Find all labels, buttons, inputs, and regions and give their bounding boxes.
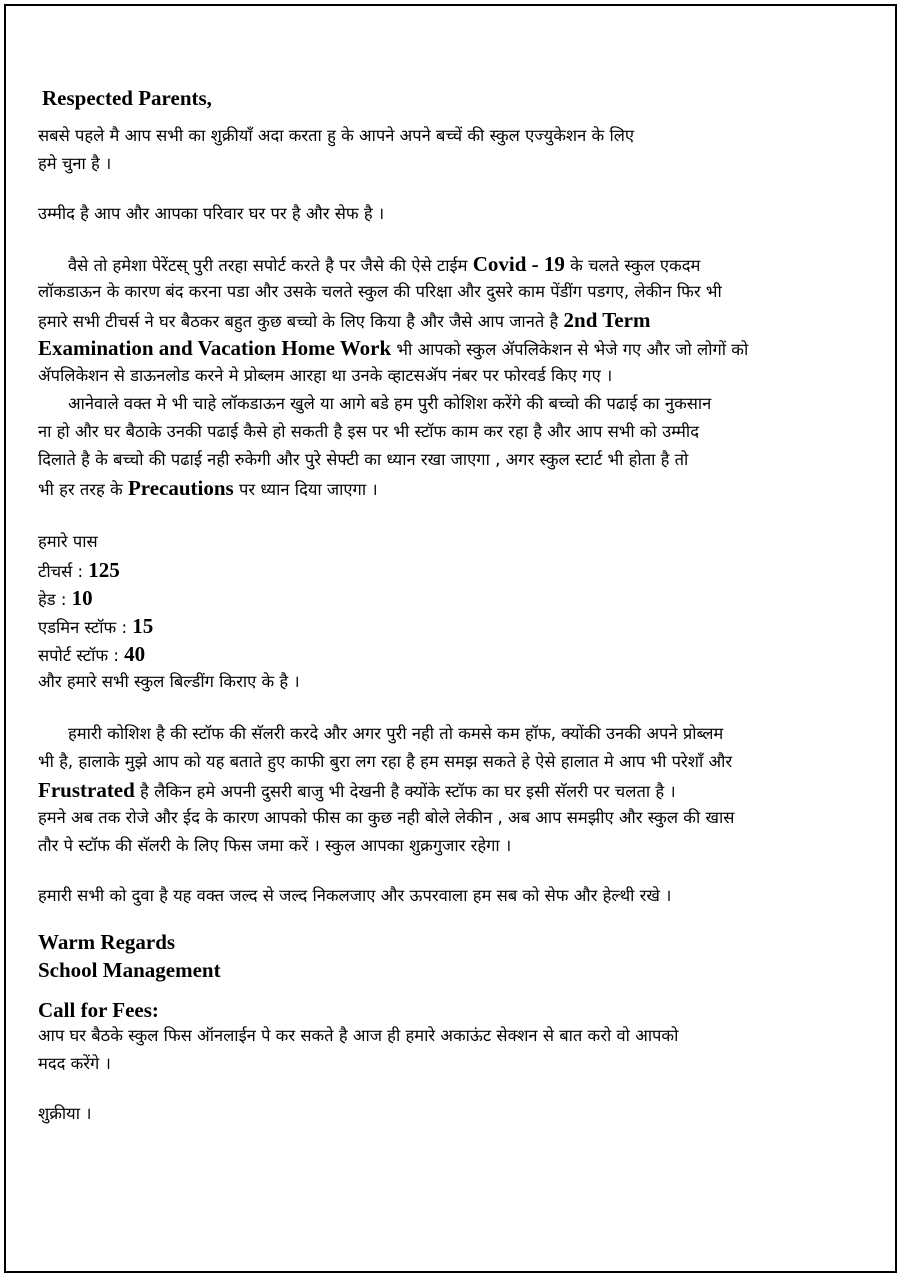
staff-count: 40 (124, 642, 146, 666)
para1-line-1 (38, 250, 874, 278)
letter-page (4, 4, 897, 1273)
term-label: 2nd Term (563, 308, 651, 332)
staff-label: एडमिन स्टॉफ : (38, 618, 133, 637)
staff-building: और हमारे सभी स्कुल बिल्डींग किराए के है । (38, 672, 300, 691)
staff-admin (38, 612, 874, 640)
hope-line: उम्मीद है आप और आपका परिवार घर पर है और सेफ है । (38, 204, 385, 223)
staff-support (38, 640, 874, 668)
staff-head (38, 584, 874, 612)
para1-line-8: दिलाते है के बच्चो की पढाई नही रुकेगी और पुरे सेफ्टी का ध्यान रखा जाएगा , अगर स्कुल स्टार्ट भी होता है तो (38, 450, 689, 469)
greeting: Respected Parents, (42, 86, 212, 110)
staff-count: 125 (88, 558, 120, 582)
staff-teachers (38, 556, 874, 584)
intro-line-2: हमे चुना है । (38, 154, 112, 173)
covid-term: Covid - 19 (472, 252, 565, 276)
para2-line-4: हमने अब तक रोजे और ईद के कारण आपको फीस का कुछ नही बोले लेकीन , अब आप समझीए और स्कुल की खास (38, 808, 735, 827)
exam-label: Examination and Vacation Home Work (38, 336, 392, 360)
fees-line-1: आप घर बैठके स्कुल फिस ऑनलाईन पे कर सकते है आज ही हमारे अकाऊंट सेक्शन से बात करो वो आपको (38, 1026, 679, 1045)
prayer-line: हमारी सभी को दुवा है यह वक्त जल्द से जल्द निकलजाए और ऊपरवाला हम सब को सेफ और हेल्थी रखे । (38, 886, 672, 905)
letter-body (38, 84, 874, 1128)
para1-text: भी हर तरह के (38, 480, 128, 499)
para1-line-6: आनेवाले वक्त मे भी चाहे लॉकडाऊन खुले या आगे बडे हम पुरी कोशिश करेंगे की बच्चो की पढाई का नुकसान (68, 394, 712, 413)
para1-text: के चलते स्कुल एकदम (564, 256, 701, 275)
regards-line-1: Warm Regards (38, 930, 176, 954)
staff-count: 15 (132, 614, 154, 638)
para1-text: पर ध्यान दिया जाएगा । (233, 480, 378, 499)
staff-label: टीचर्स : (38, 562, 89, 581)
staff-label: हेड : (38, 590, 72, 609)
precautions-term: Precautions (127, 476, 234, 500)
thanks-line: शुक्रीया । (38, 1104, 92, 1123)
fees-line-2: मदद करेंगे । (38, 1054, 111, 1073)
regards-line-2: School Management (38, 958, 221, 982)
para1-line-4 (38, 334, 874, 362)
para2-text: है लैकिन हमे अपनी दुसरी बाजु भी देखनी है क्योंके स्टॉफ का घर इसी सॅलरी पर चलता है । (134, 782, 676, 801)
para2-line-2: भी है, हालाके मुझे आप को यह बताते हुए काफी बुरा लग रहा है हम समझ सकते हे ऐसे हालात मे आप भी परेशाँ और (38, 752, 733, 771)
para1-line-3 (38, 306, 874, 334)
para1-line-2: लॉकडाऊन के कारण बंद करना पडा और उसके चलते स्कुल की परिक्षा और दुसरे काम पेंडींग पडगए, लेकीन फिर भी (38, 282, 722, 301)
staff-label: सपोर्ट स्टॉफ : (38, 646, 125, 665)
para2-line-3 (38, 776, 874, 804)
para1-line-7: ना हो और घर बैठाके उनकी पढाई कैसे हो सकती है इस पर भी स्टॉफ काम कर रहा है और आप सभी को उम्मीद (38, 422, 699, 441)
para1-text: वैसे तो हमेशा पेरेंटस् पुरी तरहा सपोर्ट करते है पर जैसे की ऐसे टाईम (68, 256, 473, 275)
staff-count: 10 (71, 586, 93, 610)
intro-line-1: सबसे पहले मै आप सभी का शुक्रीयाँ अदा करता हु के आपने अपने बच्चें की स्कुल एज्युकेशन के लिए (38, 126, 635, 145)
para1-line-5: ॲपलिकेशन से डाऊनलोड करने मे प्रोब्लम आरहा था उनके व्हाटसॲप नंबर पर फोरवर्ड किए गए । (38, 366, 613, 385)
fees-heading: Call for Fees: (38, 998, 159, 1022)
para2-line-1: हमारी कोशिश है की स्टॉफ की सॅलरी करदे और अगर पुरी नही तो कमसे कम हॉफ, क्योंकी उनकी अपने प्रोब्लम (68, 724, 724, 743)
para1-text: हमारे सभी टीचर्स ने घर बैठकर बहुत कुछ बच्चो के लिए किया है और जैसे आप जानते है (38, 312, 564, 331)
para1-line-9 (38, 474, 874, 502)
para1-text: भी आपको स्कुल ॲपलिकेशन से भेजे गए और जो लोगों को (391, 340, 749, 359)
frustrated-term: Frustrated (38, 778, 135, 802)
para2-line-5: तौर पे स्टॉफ की सॅलरी के लिए फिस जमा करें । स्कुल आपका शुक्रगुजार रहेगा । (38, 836, 512, 855)
staff-heading: हमारे पास (38, 532, 98, 551)
